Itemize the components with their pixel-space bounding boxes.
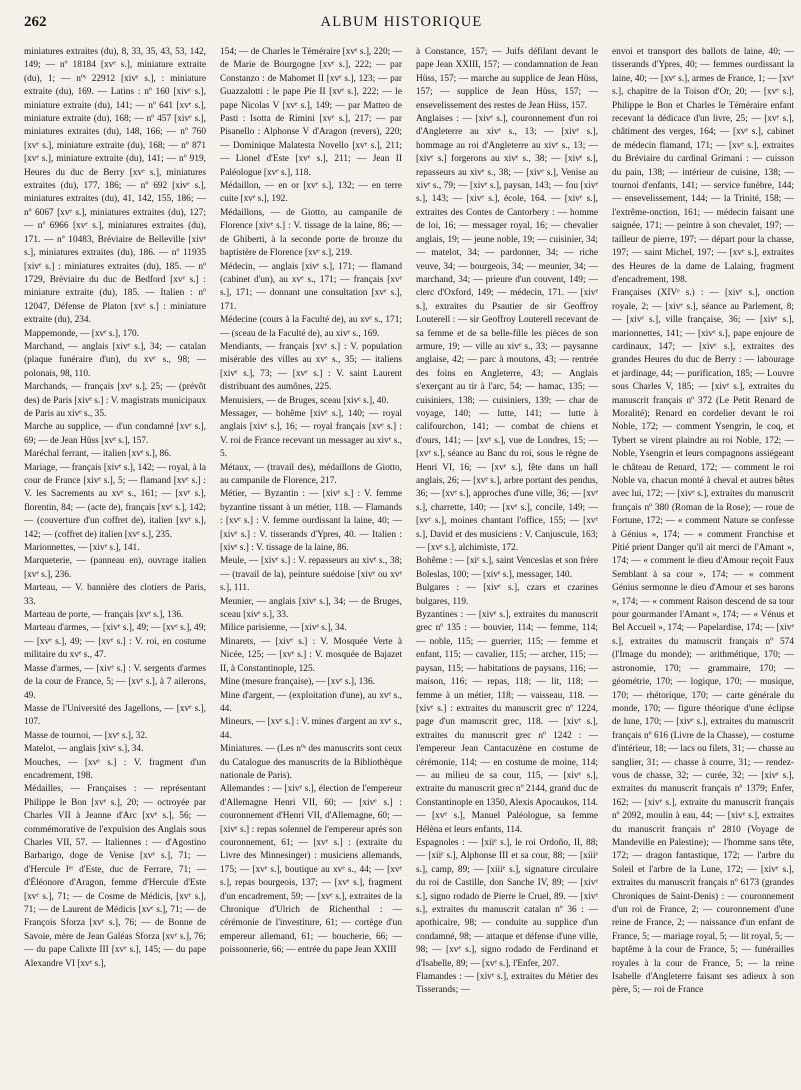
index-entry: Mendiants, — français [xvᵉ s.] : V. population misérable des villes au xvᵉ s., 35; — italiens [xivᵉ s.], 73; — [xvᵉ s.] : V. saint Laurent distribuant des aumônes, 225. [220,341,402,393]
index-entry: Métaux, — (travail des), médaillons de Giotto, au campanile de Florence, 217. [220,462,402,486]
index-entry: Médaillon, — en or [xvᵉ s.], 132; — en terre cuite [xvᵉ s.], 192. [220,181,402,205]
index-entry: Masse de l'Université des Jagellons, — [xvᵉ s.], 107. [24,703,206,728]
index-entry: Matelot, — anglais [xivᵉ s.], 34. [24,744,144,755]
index-entry: miniatures extraites (du), 8, 33, 35, 43, 53, 142, 149; — nº 18184 [xvᵉ s.], miniature extraite (du), 1; — nºˢ 22912 [xivᵉ s.], : miniature extraite (du), 169. — Latins : nº 160 [xivᵉ s.], miniature extraite (du), 141; — nº 641 [xvᵉ s.], miniature extraite (du), 168; — nº 457 [xivᵉ s.], miniatures extraites (du), 148, 166; — nº 760 [xvᵉ s.], miniature extraite (du), 168; — nº 871 [xvᵉ s.], miniature extraite (du), 141; — nº 919, Heures du duc de Berry [xvᵉ s.], miniatures extraites (du), 177, 186; — nº 692 [xivᵉ s.], miniatures extraites (du), 41, 142, 155, 186; — nº 6067 [xvᵉ s.], miniatures extraites (du), 127; — nº 6966 [xvᵉ s.], miniatures extraites (du), 171. — nº 10483, Bréviaire de Belleville [xivᵉ s.], miniatures extraites (du), 186. — nº 11935 [xivᵉ s.] : miniatures extraites (du), 185. — nº 1729, Bréviaire du duc de Bedford [xvᵉ s.] : miniature extraite (du), 185. — Italien : nº 12047, Défense de Platon [xvᵉ s.] : miniature extraite (du), 234. [24,47,206,326]
column-4 [612,46,794,998]
index-entry: Meule, — [xivᵉ s.] : V. repasseurs au xivᵉ s., 38; — (travail de la), peinture suédoise [xivᵉ ou xvᵉ s.], 111. [220,556,402,594]
index-entry: Médaillons, — de Giotto, au campanile de Florence [xivᵉ s.] : V. tissage de la laine, 86; — de Ghiberti, à la seconde porte de bronze du baptistère de Florence [xvᵉ s.], 219. [220,207,402,259]
index-entry: Françaises (XIVᵉ s.) : — [xivᵉ s.], onction royale, 2; — [xivᵉ s.], séance au Parlement, 8; — [xivᵉ s.], ville française, 36; — [xivᵉ s.], marionnettes, 141; — [xivᵉ s.], pape enjoure de cardinaux, 147; — [xivᵉ s.], extraites des grandes Heures du duc de Berry : — labourage et jardinage, 44; — purification, 185; — Louvre sous Charles V, 185; — [xivᵉ s.], extraites du manuscrit français nº 372 (Le Petit Renard de Moralité); Renard en cordelier devant le roi Noble, 172; — comment Ysengrin, le coq, et Tybert se virent plaindre au roi Noble, 172; — Noble, Ysengrin et leurs compagnons assiégeant le château de Renard, 172; — comment le roi Noble va, chacun monté à cheval et autres bêtes avec lui, 172; — [xivᵉ s.], extraites du manuscrit français nº 380 (Roman de la Rose); — roue de Fortune, 172; — « comment Nature se confesse à Génius », 174; — « comment Franchise et Pitié prient Danger qu'il ait merci de l'Amant », 174; — « comment le dieu d'Amour reçoit Faux Semblant à sa cour », 174; — « comment Génius sermonne le dieu d'Amour et ses barons », 174; — « comment Raison descend de sa tour pour gourmander l'Amant », 174; — « Vénus et Bel Accueil », 174; — Papelardise, 174; — [xivᵉ s.], extraites du manuscrit français nº 574 (l'Image du monde); — arithmétique, 170; — astronomie, 170; — grammaire, 170; — géométrie, 170; — logique, 170; — musique, 170; — rhétorique, 170; — carte générale du monde, 170; — figure théorique d'une éclipse de lune, 170; — [xivᵉ s.], extraites du manuscrit français nº 616 (Livre de la Chasse), — costume d'intérieur, 18; — lacs ou filets, 31; — chasse au sanglier, 31; — chasse à courre, 31; — rendez-vous de chasse, 32; — curée, 32; — [xivᵉ s.], extraites du manuscrit français nº 1379; Enfer, 162; — [xivᵉ s.], extraite du manuscrit français nº 2092, moulin à eau, 44; — [xivᵉ s.], extraites du manuscrit français nº 2810 (Voyage de Mandeville en Palestine); — l'homme sans tête, 172; — dragon fantastique, 172; — l'arbre du Soleil et l'arbre de la Lune, 172; — [xivᵉ s.], extraites du manuscrit français nº 6173 (grandes Chroniques de Saint-Denis) : — couronnement d'un roi de France, 2; — couronnement d'une reine de France, 2; — naissance d'un enfant de France, 5; — mariage royal, 5; — lit royal, 5; — baptême à la cour de France, 5; — funérailles royales à la cour de France, 5; — la reine Isabelle d'Angleterre faisant ses adieux à son père, 5; — roi de France [612,288,794,996]
index-entry: Minarets, — [xivᵉ s.] : V. Mosquée Verte à Nicée, 125; — [xvᵉ s.] : V. mosquée de Bajazet II, à Constantinople, 125. [220,636,402,674]
index-entry: Mineurs, — [xvᵉ s.] : V. mines d'argent au xvᵉ s., 44. [220,717,402,741]
index-entry: Miniatures. — (Les nºˢ des manuscrits sont ceux du Catalogue des manuscrits de la Bibliothèque nationale de Paris). [220,744,402,781]
index-entry: Bohême : — [xiᵉ s.], saint Venceslas et son frère Boleslas, 100; — [xivᵉ s.], messager, 140. [416,556,598,580]
index-entry: Menuisiers, — de Bruges, sceau [xivᵉ s.], 40. [220,395,389,406]
page-number: 262 [24,14,47,30]
index-entry: Allemandes : — [xivᵉ s.], élection de l'empereur d'Allemagne Henri VII, 60; — [xivᵉ s.] : couronnement d'Henri VII, d'Allemagne, 60; — [xivᵉ s.] : repas solennel de l'empereur après son couronnement, 61; — [xvᵉ s.] : (extraite du Livre des Minnesinger) : musiciens allemands, 175; — [xvᵉ s.], boutique au xvᵉ s., 44; — [xvᵉ s.], repas bourgeois, 137; — [xvᵉ s.], fragment d'un encadrement, 59; — [xvᵉ s.], extraites de la Chronique d'Ulrich de Richenthal : — cérémonie de l'investiture, 61; — cortège d'un empereur allemand, 61; — boucherie, 66; — poissonnerie, 66; — entrée du pape Jean XXIII [220,784,402,956]
index-entry: à Constance, 157; — Juifs défilant devant le pape Jean XXIII, 157; — condamnation de Jean Hüss, 157; — marche au supplice de Jean Hüss, 157; — supplice de Jean Hüss, 157; — ensevelissement des restes de Jean Hüss, 157. [416,47,598,111]
index-entry: Byzantines : — [xivᵉ s.], extraites du manuscrit grec nº 135 : — bouvier, 114; — femme, 114; — noble, 115; — guerrier, 115; — femme et enfant, 115; — cavalier, 115; — archer, 115; — paysan, 115; — habitations de paysans, 116; — maison, 116; — repas, 118; — lit, 118; — femme à un métier, 118; — vaisseau, 118. — [xivᵉ s.] : extraites du manuscrit grec nº 1224, page d'un manuscrit grec, 118. — [xivᵉ s.], extraites du manuscrit grec nº 1242 : — l'empereur Jean Cantacuzène en costume de cérémonie, 114; — en costume de moine, 114; — au milieu de sa cour, 115, — [xivᵉ s.], extraite du manuscrit grec nº 2144, grand duc de Constantinople en 1350, Alexis Apocaukos, 114. — [xvᵉ s.], Manuel Paléologue, sa femme Hélèna et leurs enfants, 114. [416,610,598,835]
index-entry: Milice parisienne, — [xivᵉ s.], 34. [220,623,347,634]
column-1 [24,46,206,998]
index-entry: Marchand, — anglais [xivᵉ s.], 34; — catalan (plaque funéraire d'un), du xvᵉ s., 98; — polonais, 98, 110. [24,341,206,379]
index-entry: Flamandes : — [xivᵉ s.], extraites du Métier des Tisserands; — [416,972,598,996]
column-2 [220,46,402,998]
index-entry: Mariage, — français [xivᵉ s.], 142; — royal, à la cour de France [xivᵉ s.], 5; — flamand [xvᵉ s.] : V. les Sacrements au xvᵉ s., 161; — [xvᵉ s.], florentin, 84; — (acte de), français [xvᵉ s.], 142; — (couverture d'un coffret de), italien [xvᵉ s.], 142; — (coffret de) italien [xvᵉ s.], 235. [24,462,206,540]
index-entry: Masse d'armes, — [xivᵉ s.] : V. sergents d'armes de la cour de France, 5; — [xvᵉ s.], à 7 ailerons, 49. [24,663,206,701]
index-entry: Médecin, — anglais [xivᵉ s.], 171; — flamand (cabinet d'un), au xvᵉ s., 171; — français [xvᵉ s.], 171; — donnant une consultation [xvᵉ s.], 171. [220,261,402,312]
index-entry: Espagnoles : — [xiiᵉ s.], le roi Ordoño, II, 88; — [xiiᵉ s.], Alphonse III et sa cour, 88; — [xiiiᵉ s.], camp, 89; — [xiiiᵉ s.], signature circulaire du roi de Castille, don Sanche IV, 89; — [xivᵉ s.], signo rodado de Pierre le Cruel, 89. — [xivᵉ s.], extraites du manuscrit catalan nº 36 : — apothicaire, 98; — conduite au supplice d'un condamné, 98; — attaque et défense d'une ville, 98; — [xvᵉ s.], signo rodado de Ferdinand et d'Isabelle, 89; — [xvᵉ s.], l'Enfer, 207. [416,837,598,969]
index-entry: Marchands, — français [xvᵉ s.], 25; — (prévôt des) de Paris [xivᵉ s.] : V. magistrats municipaux de Paris au xivᵉ s., 35. [24,382,206,419]
column-3 [416,46,598,998]
text-columns [24,46,794,998]
running-title: ALBUM HISTORIQUE [320,14,483,30]
index-entry: Masse de tournoi, — [xvᵉ s.], 32. [24,730,148,741]
index-entry: Bulgares : — [xivᵉ s.], czars et czarines bulgares, 119. [416,583,598,607]
index-entry: 154; — de Charles le Téméraire [xvᵉ s.], 220; — de Marie de Bourgogne [xvᵉ s.], 222; — par Constanzo : de Mahomet II [xvᵉ s.], 123; — par Guazzalotti : le pape Pie II [xvᵉ s.], 222; — le pape Nicolas V [xvᵉ s.], 149; — par Matteo de Pasti : Isotta de Rimini [xvᵉ s.], 217; — par Pisanello : Alphonse V d'Aragon (revers), 220; — Dominique Malatesta Novello [xvᵉ s.], 211; — Lionel d'Este [xvᵉ s.], 211; — Jean II Paléologue [xvᵉ s.], 118. [220,47,402,178]
index-entry: Mappemonde, — [xvᵉ s.], 170. [24,328,140,339]
index-entry: Mine d'argent, — (exploitation d'une), au xvᵉ s., 44. [220,690,402,714]
index-entry: Marche au supplice, — d'un condamné [xvᵉ s.], 69; — de Jean Hüss [xvᵉ s.], 157. [24,422,206,446]
index-entry: Marteau d'armes, — [xivᵉ s.], 49; — [xvᵉ s.], 49; — [xvᵉ s.], 49; — [xvᵉ s.] : V. roi, en costume militaire du xvᵉ s., 47. [24,623,206,661]
index-entry: Marteau, — V. bannière des clotiers de Paris, 33. [24,583,206,607]
index-entry: Médailles, — Françaises : — représentant Philippe le Bon [xvᵉ s.], 20; — octroyée par Charles VII à Jeanne d'Arc [xvᵉ s.], 56; — commémorative de l'expulsion des Anglais sous Charles VII, 57. — Italiennes : — d'Agostino Barbarigo, doge de Venise [xvᵉ s.], 71; — d'Hercule Iᵉʳ d'Este, duc de Ferrare, 71; — d'Éléonore d'Aragon, femme d'Hercule d'Este [xvᵉ s.], 71; — de Cosme de Médicis, [xvᵉ s.], 71; — de Laurent de Médicis [xvᵉ s.], 71; — de François Sforza [xvᵉ s.], 76; — de Bonne de Savoie, mère de Jean Galéas Sforza [xvᵉ s.], 76; — du pape Calixte III [xvᵉ s.], 145; — du pape Alexandre VI [xvᵉ s.], [24,784,206,969]
index-entry: Meunier, — anglais [xivᵉ s.], 34; — de Bruges, sceau [xivᵉ s.], 33. [220,596,402,621]
index-entry: Messager, — bohême [xivᵉ s.], 140; — royal anglais [xivᵉ s.], 16; — royal français [xvᵉ s.] : V. roi de France recevant un messager au xivᵉ s., 5. [220,408,402,460]
index-entry: Marionnettes, — [xivᵉ s.], 141. [24,543,140,554]
index-entry: Marqueterie, — (panneau en), ouvrage italien [xvᵉ s.], 236. [24,556,206,580]
index-entry: Mine (mesure française), — [xvᵉ s.], 136. [220,677,375,688]
index-entry: Anglaises : — [xivᵉ s.], couronnement d'un roi d'Angleterre au xivᵉ s., 13; — [xivᵉ s.], hommage au roi d'Angleterre au xivᵉ s., 13; — [xivᵉ s.] forgerons au xivᵉ s., 38; — [xivᵉ s.], repasseurs au xivᵉ s., 38; — [xivᵉ s.], Venise au xivᵉ s., 79; — [xivᵉ s.], paysan, 143; — fou [xivᵉ s.], 143; — [xivᵉ s.], école, 164. — [xivᵉ s.], extraites des Contes de Cantorbery : — homme de loi, 16; — messager royal, 16; — chevalier anglais, 19; — jeune noble, 19; — cuisinier, 34; — matelot, 34; — pardonner, 34; — riche veuve, 34; — bourgeois, 34; — meunier, 34; — marchand, 34; — prieure d'un couvent, 149; — clerc d'Oxford, 149; — médecin, 171. — [xivᵉ s.], extraites du Psautier de sir Geoffroy Louterell : — sir Geoffroy Louterell recevant de sa femme et de sa belle-fille les pièces de son armure, 19; — ville au xivᵉ s., 33; — paysanne anglaise, 42; — parc à moutons, 43; — rentrée des foins en Angleterre, 43; — Anglais s'exerçant au tir à l'arc, 54; — hamac, 135; — cuisiniers, 138; — cuisiniers, 139; — char de voyage, 140; — lutte, 141; — lutte à califourchon, 141; — combat de chiens et d'ours, 141; — [xvᵉ s.], vue de Londres, 15; — [xvᵉ s.], séance au Banc du roi, sous le règne de Henri VI, 16; — [xvᵉ s.], fête dans un hall anglais, 26; — [xvᵉ s.], arbre portant des pendus, 36; — [xvᵉ s.], approches d'une ville, 36; — [xvᵉ s.], charrette, 140; — [xvᵉ s.], concile, 149; — [xvᵉ s.], moines chantant l'office, 155; — [xvᵉ s.], David et des musiciens : V. Canjuscule, 163; — [xvᵉ s.], alchimiste, 172. [416,114,598,554]
index-entry: Mouches, — [xvᵉ s.] : V. fragment d'un encadrement, 198. [24,757,206,781]
index-entry: Métier, — Byzantin : — [xivᵉ s.] : V. femme byzantine tissant à un métier, 118. — Flamands : [xvᵉ s.] : V. femme ourdissant la laine, 40; — [xivᵉ s.] : V. tisserands d'Ypres, 40. — Italien : [xivᵉ s.] : V. tissage de la laine, 86. [220,489,402,554]
index-entry: Médecine (cours à la Faculté de), au xvᵉ s., 171; — (sceau de la Faculté de), au xivᵉ s., 169. [220,315,402,339]
index-entry: envoi et transport des ballots de laine, 40; — tisserands d'Ypres, 40; — femmes ourdissant la laine, 40; — [xvᵉ s.], armes de France, 1; — [xvᵉ s.], chapitre de la Toison d'Or, 20; — [xvᵉ s.], Philippe le Bon et Charles le Téméraire enfant recevant la dédicace d'un livre, 25; — [xvᵉ s.], châtiment des verges, 164; — [xvᵉ s.], cabinet de médecin flamand, 171; — [xvᵉ s.], extraites du Bréviaire du cardinal Grimani : — cuisson du pain, 138; — intérieur de cuisine, 138; — tournoi d'enfants, 141; — service funèbre, 144; — ensevelissement, 144; — la Trinité, 158; — l'extrême-onction, 161; — médecin faisant une saignée, 171; — peintre à son chevalet, 197; — tailleur de pierre, 197; — départ pour la chasse, 197; — saint Michel, 197; — [xvᵉ s.], extraites des Heures de la dame de Lalaing, fragment d'encadrement, 198. [612,47,794,285]
index-entry: Marteau de porte, — français [xvᵉ s.], 136. [24,610,184,621]
page-header [24,14,779,42]
index-entry: Maréchal ferrant, — italien [xvᵉ s.], 86. [24,449,172,460]
